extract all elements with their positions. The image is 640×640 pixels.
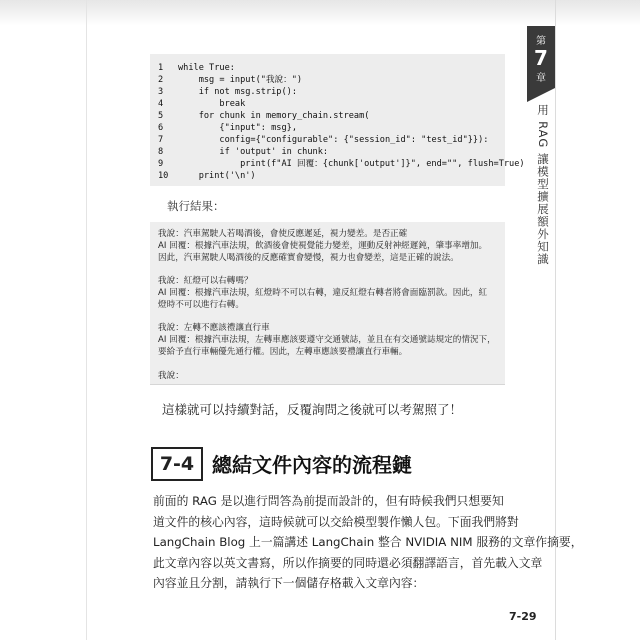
output-line: 燈時不可以進行右轉。 xyxy=(158,299,244,310)
code-line-text: print(f"AI 回覆：{chunk['output']}", end="", flush=True) xyxy=(178,159,525,169)
chapter-side-title: 用 RAG 讓模型擴展額外知識 xyxy=(536,104,550,266)
output-line: 要給予直行車輛優先通行權。因此，左轉車應該要禮讓直行車輛。 xyxy=(158,347,408,357)
code-line-number: 8 xyxy=(158,147,164,157)
code-line-text: {"input": msg}, xyxy=(178,123,297,133)
paragraph-line: 此文章內容以英文書寫，所以作摘要的同時還必須翻譯語言，首先載入文章 xyxy=(153,555,543,570)
code-line-text: while True: xyxy=(178,63,235,73)
code-line-number: 7 xyxy=(158,135,164,145)
code-line-number: 9 xyxy=(158,159,164,169)
code-line-number: 5 xyxy=(158,111,164,121)
paragraph-line: 道文件的核心內容，這時候就可以交給模型製作懶人包。下面我們將對 xyxy=(153,514,519,529)
section-number-box: 7-4 xyxy=(151,447,203,481)
code-line-text: if not msg.strip(): xyxy=(178,87,297,97)
chapter-tab-notch xyxy=(527,88,555,102)
chapter-number: 7 xyxy=(534,46,548,70)
output-line: 我說：左轉不應該禮讓直行車 xyxy=(158,323,270,334)
output-line: 我說：汽車駕駛人若喝酒後，會使反應遲延，視力變差。是否正確 xyxy=(158,229,408,239)
chapter-label-top: 第 xyxy=(536,36,546,47)
output-line: 我說：紅燈可以右轉嗎？ xyxy=(158,276,253,287)
code-line-text: if 'output' in chunk: xyxy=(178,147,329,157)
output-line: AI 回覆：根據汽車法規，紅燈時不可以右轉，違反紅燈右轉者將會面臨罰款。因此，紅 xyxy=(158,288,488,298)
code-line-number: 2 xyxy=(158,75,164,85)
code-line xyxy=(158,170,256,183)
code-line-text: break xyxy=(178,99,246,109)
code-line-text: for chunk in memory_chain.stream( xyxy=(178,111,370,121)
code-line-number: 1 xyxy=(158,63,164,73)
output-line: AI 回覆：根據汽車法規，飲酒後會使視覺能力變差，運動反射神經遲鈍，肇事率增加。 xyxy=(158,240,488,251)
output-line: 因此，汽車駕駛人喝酒後的反應確實會變慢，視力也會變差，這是正確的說法。 xyxy=(158,252,459,263)
code-line-number: 3 xyxy=(158,87,164,97)
output-block xyxy=(150,222,505,385)
run-result-label: 執行結果： xyxy=(167,199,225,213)
output-line: 我說： xyxy=(158,370,184,381)
code-line-number: 4 xyxy=(158,99,164,109)
code-line-number: 6 xyxy=(158,123,164,133)
code-block xyxy=(150,54,525,186)
section-title: 總結文件內容的流程鏈 xyxy=(212,453,412,477)
code-line-number: 10 xyxy=(158,171,169,181)
output-line: AI 回覆：根據汽車法規，左轉車應該要遵守交通號誌，並且在有交通號誌規定的情況下， xyxy=(158,335,496,346)
note-text: 這樣就可以持續對話，反覆詢問之後就可以考駕照了！ xyxy=(162,402,463,417)
code-line-text: print('\n') xyxy=(178,171,256,181)
paragraph-line: 前面的 RAG 是以進行問答為前提而設計的，但有時候我們只想要知 xyxy=(153,494,504,508)
paragraph-line: 內容並且分割，請執行下一個儲存格載入文章內容： xyxy=(153,576,425,590)
chapter-label-bottom: 章 xyxy=(536,73,546,84)
page-number: 7-29 xyxy=(509,610,537,623)
chapter-tab xyxy=(527,26,555,88)
code-line-text: config={"configurable": {"session_id": "test_id"}}): xyxy=(178,135,489,145)
code-line-text: msg = input("我說：") xyxy=(178,75,303,85)
paragraph-line: LangChain Blog 上一篇講述 LangChain 整合 NVIDIA NIM 服務的文章作摘要， xyxy=(153,535,583,549)
